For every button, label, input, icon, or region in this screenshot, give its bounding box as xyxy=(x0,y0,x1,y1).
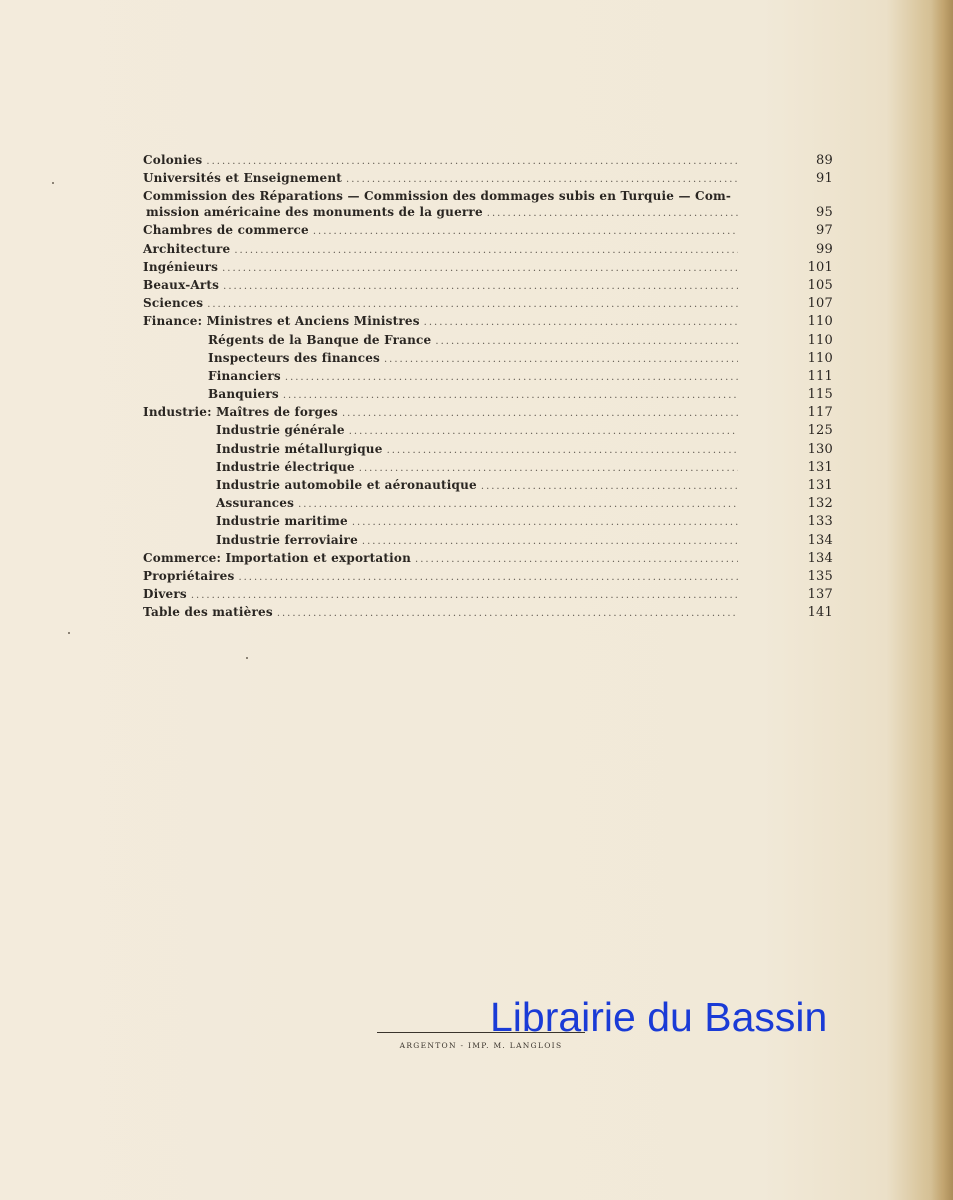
toc-entry-label: Table des matières xyxy=(143,605,273,620)
leader-dots xyxy=(223,281,738,292)
toc-entry-label: Ingénieurs xyxy=(143,259,219,274)
toc-entry-label: Industrie: Maîtres de forges xyxy=(143,405,338,420)
paper-speck xyxy=(68,632,70,634)
toc-entry-page: 137 xyxy=(807,587,833,603)
toc-subentry xyxy=(143,369,833,387)
leader-dots xyxy=(359,463,738,474)
toc-subentry xyxy=(143,478,833,496)
toc-entry-multiline xyxy=(143,189,833,223)
toc-entry-label-line2: mission américaine des monuments de la guerre xyxy=(146,205,483,220)
leader-dots xyxy=(283,390,738,401)
toc-entry-label: Industrie générale xyxy=(216,423,345,438)
toc-entry-label: Assurances xyxy=(216,496,295,511)
toc-entry xyxy=(143,587,833,605)
toc-subentry xyxy=(143,533,833,551)
toc-subentry xyxy=(143,460,833,478)
toc-entry-label: Industrie électrique xyxy=(216,459,355,474)
leader-dots xyxy=(207,299,738,310)
toc-entry-page: 133 xyxy=(807,514,833,530)
toc-entry xyxy=(143,405,833,423)
toc-entry xyxy=(143,260,833,278)
toc-entry-page: 91 xyxy=(816,171,833,187)
leader-dots xyxy=(384,354,738,365)
leader-dots xyxy=(298,499,738,510)
paper-speck xyxy=(52,182,54,184)
table-of-contents xyxy=(143,153,833,624)
toc-entry-page: 89 xyxy=(816,153,833,168)
printer-imprint: ARGENTON - IMP. M. LANGLOIS xyxy=(399,1041,563,1050)
toc-entry-label: Banquiers xyxy=(208,387,279,402)
toc-entry-page: 99 xyxy=(816,241,833,257)
leader-dots xyxy=(234,245,738,256)
toc-subentry xyxy=(143,514,833,532)
toc-entry xyxy=(143,278,833,296)
leader-dots xyxy=(285,372,738,383)
toc-entry-page: 95 xyxy=(816,205,833,221)
toc-entry-page: 105 xyxy=(807,277,833,293)
toc-entry-page: 131 xyxy=(807,459,833,475)
toc-subentry xyxy=(143,351,833,369)
toc-entry xyxy=(143,296,833,314)
toc-entry-page: 101 xyxy=(807,259,833,275)
toc-entry-label: Industrie métallurgique xyxy=(216,441,383,456)
toc-entry-page: 97 xyxy=(816,223,833,239)
toc-entry-page: 107 xyxy=(807,296,833,312)
toc-entry-page: 125 xyxy=(807,423,833,439)
toc-entry-label: Commerce: Importation et exportation xyxy=(143,550,412,565)
toc-entry-label: Beaux-Arts xyxy=(143,277,220,292)
leader-dots xyxy=(349,426,738,437)
toc-entry-label: Inspecteurs des finances xyxy=(208,350,380,365)
leader-dots xyxy=(342,408,738,419)
toc-entry xyxy=(143,605,833,623)
toc-subentry xyxy=(143,496,833,514)
leader-dots xyxy=(191,590,738,601)
toc-entry xyxy=(143,242,833,260)
toc-entry-page: 141 xyxy=(807,605,833,621)
watermark-text: Librairie du Bassin xyxy=(490,994,828,1040)
toc-entry-label: Chambres de commerce xyxy=(143,223,309,238)
toc-subentry xyxy=(143,333,833,351)
leader-dots xyxy=(238,572,738,583)
leader-dots xyxy=(481,481,738,492)
leader-dots xyxy=(415,554,738,565)
book-spine-shadow xyxy=(931,0,953,1200)
leader-dots xyxy=(352,517,738,528)
leader-dots xyxy=(435,336,738,347)
toc-entry-page: 117 xyxy=(807,405,833,421)
leader-dots xyxy=(346,174,738,185)
toc-entry-page: 110 xyxy=(807,350,833,366)
leader-dots xyxy=(387,445,738,456)
toc-entry-label-line1: Commission des Réparations — Commission des dommages subis en Turquie — Com- xyxy=(143,189,732,204)
paper-speck xyxy=(246,657,248,659)
toc-entry-label: Industrie automobile et aéronautique xyxy=(216,478,477,492)
leader-dots xyxy=(222,263,738,274)
leader-dots xyxy=(424,317,738,328)
toc-entry-page: 135 xyxy=(807,568,833,584)
toc-entry xyxy=(143,314,833,332)
toc-subentry xyxy=(143,442,833,460)
toc-entry-label: Propriétaires xyxy=(143,568,235,583)
toc-entry-page: 110 xyxy=(807,332,833,348)
toc-entry-label: Universités et Enseignement xyxy=(143,171,343,186)
toc-subentry xyxy=(143,423,833,441)
toc-entry xyxy=(143,223,833,241)
toc-entry-page: 132 xyxy=(807,496,833,512)
toc-entry xyxy=(143,569,833,587)
leader-dots xyxy=(206,156,738,167)
toc-entry xyxy=(143,551,833,569)
toc-entry-page: 134 xyxy=(807,532,833,548)
toc-entry-page: 131 xyxy=(807,478,833,493)
toc-entry-page: 115 xyxy=(807,387,833,403)
toc-entry-label: Industrie ferroviaire xyxy=(216,532,358,547)
toc-entry-label: Régents de la Banque de France xyxy=(208,332,432,347)
toc-subentry xyxy=(143,387,833,405)
toc-entry-label: Industrie maritime xyxy=(216,514,348,529)
leader-dots xyxy=(313,226,738,237)
toc-entry-label: Colonies xyxy=(143,153,203,167)
toc-entry xyxy=(143,171,833,189)
toc-entry-page: 130 xyxy=(807,441,833,457)
toc-entry-label: Financiers xyxy=(208,368,281,383)
toc-entry-page: 134 xyxy=(807,550,833,566)
leader-dots xyxy=(487,208,738,219)
toc-entry-label: Divers xyxy=(143,587,187,602)
toc-entry-page: 111 xyxy=(807,368,833,384)
leader-dots xyxy=(277,608,738,619)
toc-entry-label: Finance: Ministres et Anciens Ministres xyxy=(143,314,420,329)
leader-dots xyxy=(362,536,738,547)
toc-entry-label: Sciences xyxy=(143,296,204,311)
toc-entry-label: Architecture xyxy=(143,241,231,256)
toc-entry-page: 110 xyxy=(807,314,833,330)
toc-entry xyxy=(143,153,833,171)
